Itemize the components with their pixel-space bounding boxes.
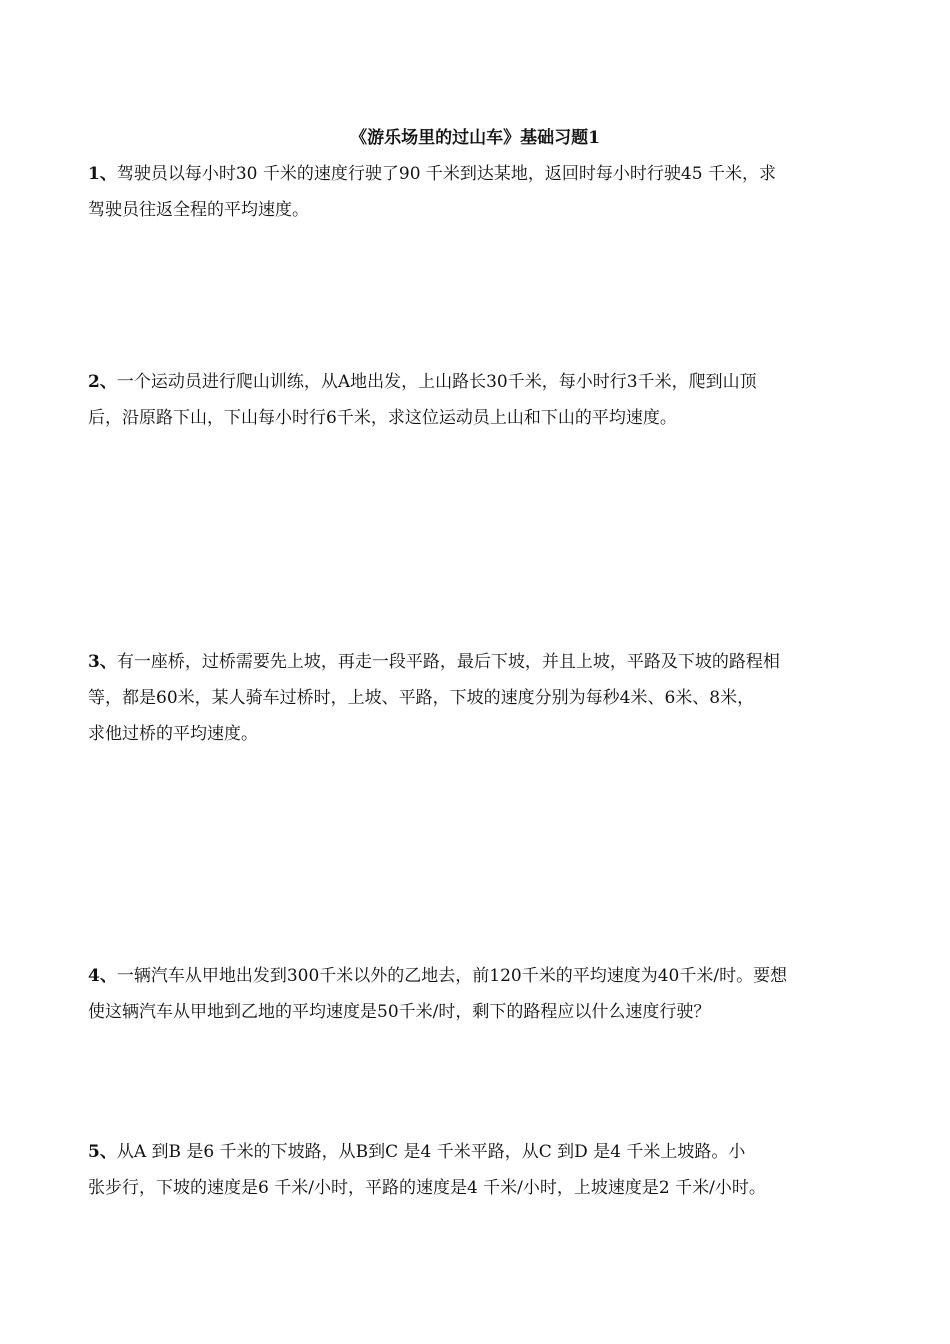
question-2: [88, 364, 878, 436]
question-line: [88, 958, 878, 994]
question-text: 使这辆汽车从甲地到乙地的平均速度是50千米/时，剩下的路程应以什么速度行驶？: [88, 1002, 711, 1022]
question-line: [88, 644, 878, 680]
question-text: 求他过桥的平均速度。: [88, 724, 258, 744]
question-number: 5、: [88, 1142, 117, 1162]
question-text: 等，都是60米，某人骑车过桥时，上坡、平路，下坡的速度分别为每秒4米、6米、8米，: [88, 688, 755, 708]
question-text: 张步行，下坡的速度是6 千米/小时，平路的速度是4 千米/小时，上坡速度是2 千米/小时。: [88, 1178, 766, 1198]
question-number: 4、: [88, 966, 117, 986]
question-line: [88, 156, 878, 192]
question-line: [88, 1134, 878, 1170]
question-text: 有一座桥，过桥需要先上坡，再走一段平路，最后下坡，并且上坡，平路及下坡的路程相: [116, 652, 780, 672]
question-text: 一个运动员进行爬山训练，从A地出发，上山路长30千米，每小时行3千米，爬到山顶: [116, 372, 757, 392]
question-1: [88, 156, 878, 228]
question-line: [88, 364, 878, 400]
question-5: [88, 1134, 878, 1206]
question-3: [88, 644, 878, 752]
question-text: 后，沿原路下山，下山每小时行6千米，求这位运动员上山和下山的平均速度。: [88, 408, 677, 428]
worksheet-title: 《游乐场里的过山车》基础习题1: [350, 128, 600, 148]
question-number: 3、: [88, 652, 117, 672]
question-text: 驾驶员以每小时30 千米的速度行驶了90 千米到达某地，返回时每小时行驶45 千米，求: [116, 164, 776, 184]
question-number: 1、: [88, 164, 117, 184]
question-number: 2、: [88, 372, 117, 392]
question-text: 一辆汽车从甲地出发到300千米以外的乙地去，前120千米的平均速度为40千米/时。要想: [116, 966, 788, 986]
question-text: 驾驶员往返全程的平均速度。: [88, 200, 309, 220]
question-text: 从A 到B 是6 千米的下坡路，从B到C 是4 千米平路，从C 到D 是4 千米上坡路。小: [116, 1142, 746, 1162]
question-4: [88, 958, 878, 1030]
